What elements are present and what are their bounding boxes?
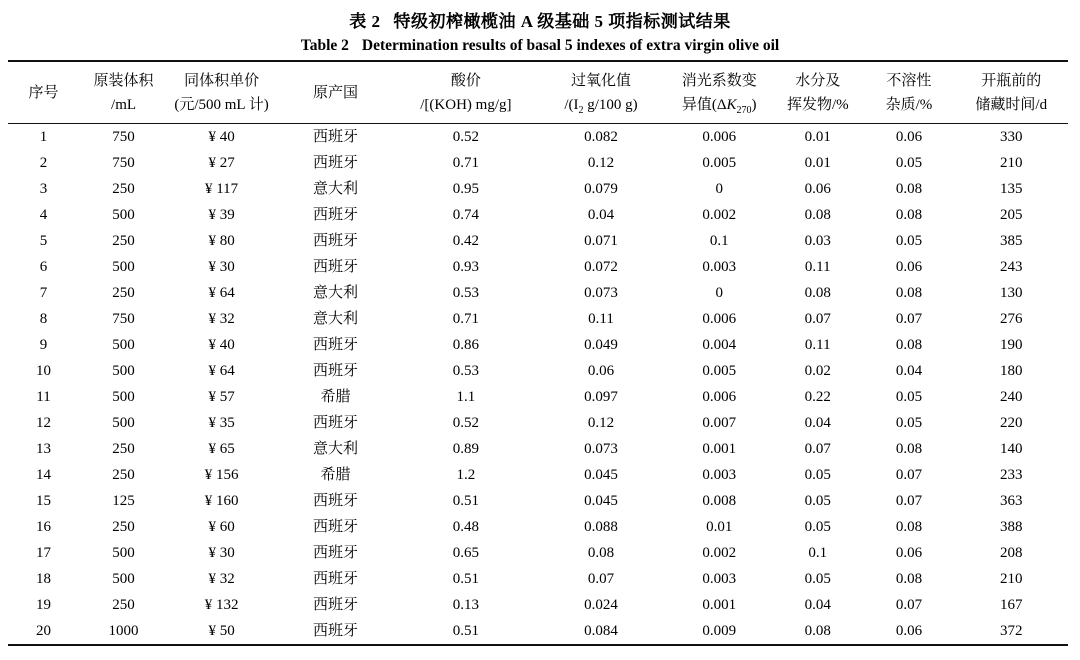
table-cell: 388 (1000, 519, 1023, 535)
table-cell: 0.006 (702, 389, 737, 405)
table-cell: 意大利 (313, 441, 359, 457)
table-cell: 0.12 (587, 155, 615, 171)
table-cell: 500 (112, 415, 135, 431)
table-cell: 130 (1000, 285, 1023, 301)
table-cell: 190 (1000, 337, 1023, 353)
table-cell: 250 (112, 467, 135, 483)
table-cell: 0.08 (895, 285, 923, 301)
col-header-unit: /mL (111, 97, 137, 113)
table-cell: 0.08 (804, 207, 831, 223)
table-row (8, 254, 1068, 280)
table-cell: 0.12 (587, 415, 615, 431)
table-cell: 0.04 (587, 207, 615, 223)
col-header-label: 原装体积 (93, 73, 154, 89)
table-cell: 16 (36, 519, 51, 535)
table-cell: 西班牙 (313, 363, 359, 379)
table-cell: 250 (112, 519, 135, 535)
table-row (8, 618, 1068, 645)
table-cell: 0.11 (588, 311, 614, 327)
table-cell: 0.024 (584, 597, 618, 613)
table-cell: ¥ 30 (208, 545, 235, 561)
table-cell: 8 (39, 311, 48, 327)
table-cell: 7 (39, 285, 48, 301)
table-cell: 1.1 (456, 389, 476, 405)
table-cell: 500 (112, 207, 135, 223)
table-cell: 0.05 (895, 155, 923, 171)
table-cell: ¥ 117 (204, 181, 239, 197)
table-cell: 0.045 (584, 493, 618, 509)
table-cell: 0.93 (452, 259, 479, 275)
table-cell: 0.082 (584, 129, 618, 145)
table-row (8, 150, 1068, 176)
table-cell: 0.65 (452, 545, 479, 561)
table-row (8, 306, 1068, 332)
table-cell: 250 (112, 181, 135, 197)
col-header-volume (79, 61, 168, 124)
table-cell: 0.71 (452, 311, 479, 327)
table-cell: 5 (39, 233, 48, 249)
table-cell: 500 (112, 545, 135, 561)
table-cell: ¥ 57 (208, 389, 235, 405)
table-cell: 0.07 (895, 493, 923, 509)
col-header-unit: 杂质/% (885, 97, 933, 113)
col-header-label: 酸价 (450, 73, 481, 89)
caption-number-cn: 表 2 (349, 12, 381, 31)
table-cell: 0.52 (452, 415, 479, 431)
table-cell: 125 (112, 493, 135, 509)
table-cell: 0.045 (584, 467, 618, 483)
table-cell: 西班牙 (313, 155, 359, 171)
table-cell: 0.073 (584, 441, 618, 457)
table-cell: 385 (1000, 233, 1023, 249)
table-cell: 0.06 (804, 181, 831, 197)
table-cell: 750 (112, 311, 135, 327)
table-cell: 0.049 (584, 337, 618, 353)
table-cell: 0.006 (702, 129, 737, 145)
col-header-label: 水分及 (795, 73, 841, 89)
col-header-peroxide (536, 61, 666, 124)
table-cell: 3 (39, 181, 48, 197)
col-header-label: 原产国 (313, 85, 359, 101)
table-cell: 0.009 (702, 623, 737, 639)
table-cell: 西班牙 (313, 259, 359, 275)
table-cell: 276 (1000, 311, 1023, 327)
table-cell: 0.08 (895, 337, 923, 353)
table-cell: 0.001 (702, 597, 737, 613)
table-cell: ¥ 64 (208, 363, 235, 379)
table-row (8, 202, 1068, 228)
table-cell: 意大利 (313, 181, 359, 197)
table-cell: 140 (1000, 441, 1023, 457)
table-cell: 0.08 (804, 623, 831, 639)
table-cell: 243 (1000, 259, 1023, 275)
table-cell: 0.05 (895, 389, 923, 405)
table-cell: 0.06 (895, 129, 923, 145)
table-cell: 西班牙 (313, 623, 359, 639)
table-cell: 西班牙 (313, 415, 359, 431)
table-cell: 0.05 (804, 467, 831, 483)
table-cell: 220 (1000, 415, 1023, 431)
table-cell: ¥ 32 (208, 311, 235, 327)
table-cell: 20 (36, 623, 51, 639)
table-cell: 0.003 (702, 571, 737, 587)
col-header-unit: 挥发物/% (786, 97, 849, 113)
table-cell: 500 (112, 363, 135, 379)
table-cell: ¥ 35 (208, 415, 235, 431)
table-cell: 0.005 (702, 363, 737, 379)
table-row (8, 462, 1068, 488)
col-header-country (275, 61, 396, 124)
table-cell: 0.08 (895, 519, 923, 535)
table-cell: 0.05 (804, 519, 831, 535)
table-cell: ¥ 32 (208, 571, 235, 587)
table-cell: 17 (36, 545, 51, 561)
table-cell: 0.08 (895, 207, 923, 223)
header-row (8, 61, 1068, 124)
table-cell: ¥ 160 (204, 493, 239, 509)
table-cell: 0.03 (804, 233, 831, 249)
table-cell: 0.071 (584, 233, 618, 249)
table-cell: 0.002 (702, 207, 737, 223)
col-header-label: 过氧化值 (571, 73, 632, 89)
table-cell: 250 (112, 441, 135, 457)
table-cell: 210 (1000, 155, 1023, 171)
table-cell: 0.53 (452, 285, 479, 301)
table-cell: ¥ 50 (208, 623, 235, 639)
table-row (8, 228, 1068, 254)
table-cell: 0.097 (584, 389, 618, 405)
table-cell: 372 (1000, 623, 1023, 639)
table-cell: 0.084 (584, 623, 618, 639)
table-cell: 西班牙 (313, 519, 359, 535)
table-row (8, 410, 1068, 436)
table-cell: 0.04 (804, 415, 831, 431)
table-cell: 10 (36, 363, 51, 379)
table-cell: 500 (112, 389, 135, 405)
table-cell: ¥ 80 (208, 233, 235, 249)
table-cell: 0.52 (452, 129, 479, 145)
table-cell: 240 (1000, 389, 1023, 405)
col-header-unit: /[(KOH) mg/g] (420, 97, 512, 113)
col-header-price (168, 61, 275, 124)
table-cell: 0.088 (584, 519, 618, 535)
table-cell: 210 (1000, 571, 1023, 587)
table-cell: 2 (39, 155, 48, 171)
table-cell: 西班牙 (313, 545, 359, 561)
table-cell: 0.05 (804, 571, 831, 587)
col-header-label: 不溶性 (886, 73, 932, 89)
table-cell: 167 (1000, 597, 1023, 613)
table-cell: 西班牙 (313, 493, 359, 509)
table-row (8, 176, 1068, 202)
table-cell: 0.07 (804, 441, 831, 457)
col-header-storage (955, 61, 1068, 124)
table-cell: 西班牙 (313, 337, 359, 353)
table-cell: ¥ 156 (204, 467, 239, 483)
col-header-unit: (元/500 mL 计) (174, 97, 269, 113)
table-cell: 0 (715, 181, 723, 197)
table-cell: 12 (36, 415, 51, 431)
table-cell: 0.003 (702, 259, 737, 275)
col-header-label: 序号 (28, 85, 59, 101)
data-table (8, 60, 1068, 646)
col-header-unit: $/(I_2$ g/100 g) (564, 97, 638, 116)
table-cell: 363 (1000, 493, 1023, 509)
table-cell: 希腊 (320, 467, 351, 483)
table-cell: 0.004 (702, 337, 737, 353)
table-cell: 0.006 (702, 311, 737, 327)
table-cell: 19 (36, 597, 51, 613)
table-cell: 1000 (108, 623, 139, 639)
table-cell: ¥ 30 (208, 259, 235, 275)
table-row (8, 358, 1068, 384)
table-cell: 0.079 (584, 181, 618, 197)
table-cell: 0.48 (452, 519, 479, 535)
table-cell: 15 (36, 493, 51, 509)
table-cell: 0.08 (804, 285, 831, 301)
table-cell: 0 (715, 285, 723, 301)
table-cell: 0.07 (895, 467, 923, 483)
table-cell: 13 (36, 441, 51, 457)
col-header-unit: 异值$(\Delta K_{270})$ (681, 97, 757, 116)
table-cell: 0.51 (452, 623, 479, 639)
table-cell: 0.07 (895, 597, 923, 613)
table-cell: 西班牙 (313, 233, 359, 249)
table-cell: ¥ 40 (208, 129, 235, 145)
table-cell: 750 (112, 155, 135, 171)
table-caption (0, 10, 1080, 57)
table-cell: 0.06 (895, 259, 923, 275)
table-cell: 0.22 (804, 389, 831, 405)
table-row (8, 566, 1068, 592)
caption-text-cn: 特级初榨橄榄油 A 级基础 5 项指标测试结果 (393, 12, 731, 31)
table-cell: 0.007 (702, 415, 737, 431)
table-cell: 0.1 (808, 545, 828, 561)
table-cell: 135 (1000, 181, 1023, 197)
table-cell: 0.07 (895, 311, 923, 327)
col-header-label: 开瓶前的 (981, 73, 1042, 89)
col-header-no (8, 61, 79, 124)
table-cell: ¥ 64 (208, 285, 235, 301)
table-cell: 希腊 (320, 389, 351, 405)
table-cell: 4 (39, 207, 48, 223)
table-cell: 0.05 (895, 233, 923, 249)
caption-text-en: Determination results of basal 5 indexes of extra virgin olive oil (361, 37, 780, 54)
caption-number-en: Table 2 (300, 37, 349, 54)
table-cell: 0.74 (452, 207, 479, 223)
table-row (8, 436, 1068, 462)
table-cell: 0.02 (804, 363, 831, 379)
table-cell: 0.06 (895, 623, 923, 639)
table-cell: 250 (112, 597, 135, 613)
table-cell: 0.51 (452, 493, 479, 509)
table-cell: 0.01 (706, 519, 733, 535)
table-caption-en (0, 35, 1080, 57)
table-cell: 0.08 (895, 571, 923, 587)
table-cell: 6 (39, 259, 48, 275)
table-cell: 500 (112, 571, 135, 587)
table-cell: 9 (39, 337, 48, 353)
table-cell: 0.05 (804, 493, 831, 509)
table-cell: 14 (36, 467, 51, 483)
table-cell: 0.71 (452, 155, 479, 171)
table-cell: 500 (112, 337, 135, 353)
table-caption-cn (0, 10, 1080, 34)
table-cell: 0.08 (895, 441, 923, 457)
table-cell: 11 (36, 389, 51, 405)
table-cell: 330 (1000, 129, 1023, 145)
table-cell: 0.008 (702, 493, 737, 509)
table-cell: 0.95 (452, 181, 479, 197)
table-cell: 0.1 (709, 233, 729, 249)
col-header-label: 消光系数变 (681, 73, 757, 89)
table-cell: 西班牙 (313, 207, 359, 223)
col-header-label: 同体积单价 (184, 73, 260, 89)
table-cell: 250 (112, 285, 135, 301)
table-cell: 0.072 (584, 259, 618, 275)
table-row (8, 384, 1068, 410)
table-cell: 0.003 (702, 467, 737, 483)
table-cell: 0.89 (452, 441, 479, 457)
table-cell: 250 (112, 233, 135, 249)
table-cell: 0.001 (702, 441, 737, 457)
table-cell: 0.86 (452, 337, 479, 353)
table-cell: 意大利 (313, 285, 359, 301)
table-cell: 1 (39, 129, 48, 145)
table-cell: 205 (1000, 207, 1023, 223)
table-row (8, 514, 1068, 540)
table-cell: 750 (112, 129, 135, 145)
table-cell: 208 (1000, 545, 1023, 561)
table-cell: 0.04 (895, 363, 923, 379)
col-header-acid (396, 61, 536, 124)
col-header-deltak (666, 61, 772, 124)
table-cell: 180 (1000, 363, 1023, 379)
table-row (8, 592, 1068, 618)
table-row (8, 332, 1068, 358)
table-cell: ¥ 27 (208, 155, 235, 171)
table-cell: 0.08 (895, 181, 923, 197)
table-cell: 0.04 (804, 597, 831, 613)
table-body (8, 124, 1068, 646)
table-cell: 0.53 (452, 363, 479, 379)
table-cell: 0.07 (587, 571, 615, 587)
table-cell: 西班牙 (313, 129, 359, 145)
table-cell: 0.01 (804, 129, 831, 145)
table-cell: 0.07 (804, 311, 831, 327)
table-cell: 0.06 (587, 363, 615, 379)
table-cell: 0.01 (804, 155, 831, 171)
table-cell: 18 (36, 571, 51, 587)
table-cell: 0.51 (452, 571, 479, 587)
table-cell: 西班牙 (313, 597, 359, 613)
table-row (8, 488, 1068, 514)
table-cell: 意大利 (313, 311, 359, 327)
table-cell: 0.073 (584, 285, 618, 301)
table-cell: 0.42 (452, 233, 479, 249)
table-cell: 1.2 (456, 467, 476, 483)
table-row (8, 124, 1068, 151)
table-row (8, 280, 1068, 306)
table-row (8, 540, 1068, 566)
table-cell: 0.11 (804, 337, 831, 353)
table-cell: 0.11 (804, 259, 831, 275)
table-cell: 0.13 (452, 597, 479, 613)
table-cell: 西班牙 (313, 571, 359, 587)
table-cell: 500 (112, 259, 135, 275)
table-cell: 233 (1000, 467, 1023, 483)
table-cell: 0.005 (702, 155, 737, 171)
table-cell: 0.002 (702, 545, 737, 561)
col-header-impurity (863, 61, 954, 124)
col-header-unit: 储藏时间/d (975, 97, 1048, 113)
table-cell: ¥ 39 (208, 207, 235, 223)
col-header-moisture (772, 61, 863, 124)
table-cell: 0.08 (587, 545, 615, 561)
table-cell: 0.05 (895, 415, 923, 431)
table-cell: ¥ 60 (208, 519, 235, 535)
table-cell: ¥ 40 (208, 337, 235, 353)
table-cell: ¥ 132 (204, 597, 239, 613)
table-cell: 0.06 (895, 545, 923, 561)
table-cell: ¥ 65 (208, 441, 235, 457)
